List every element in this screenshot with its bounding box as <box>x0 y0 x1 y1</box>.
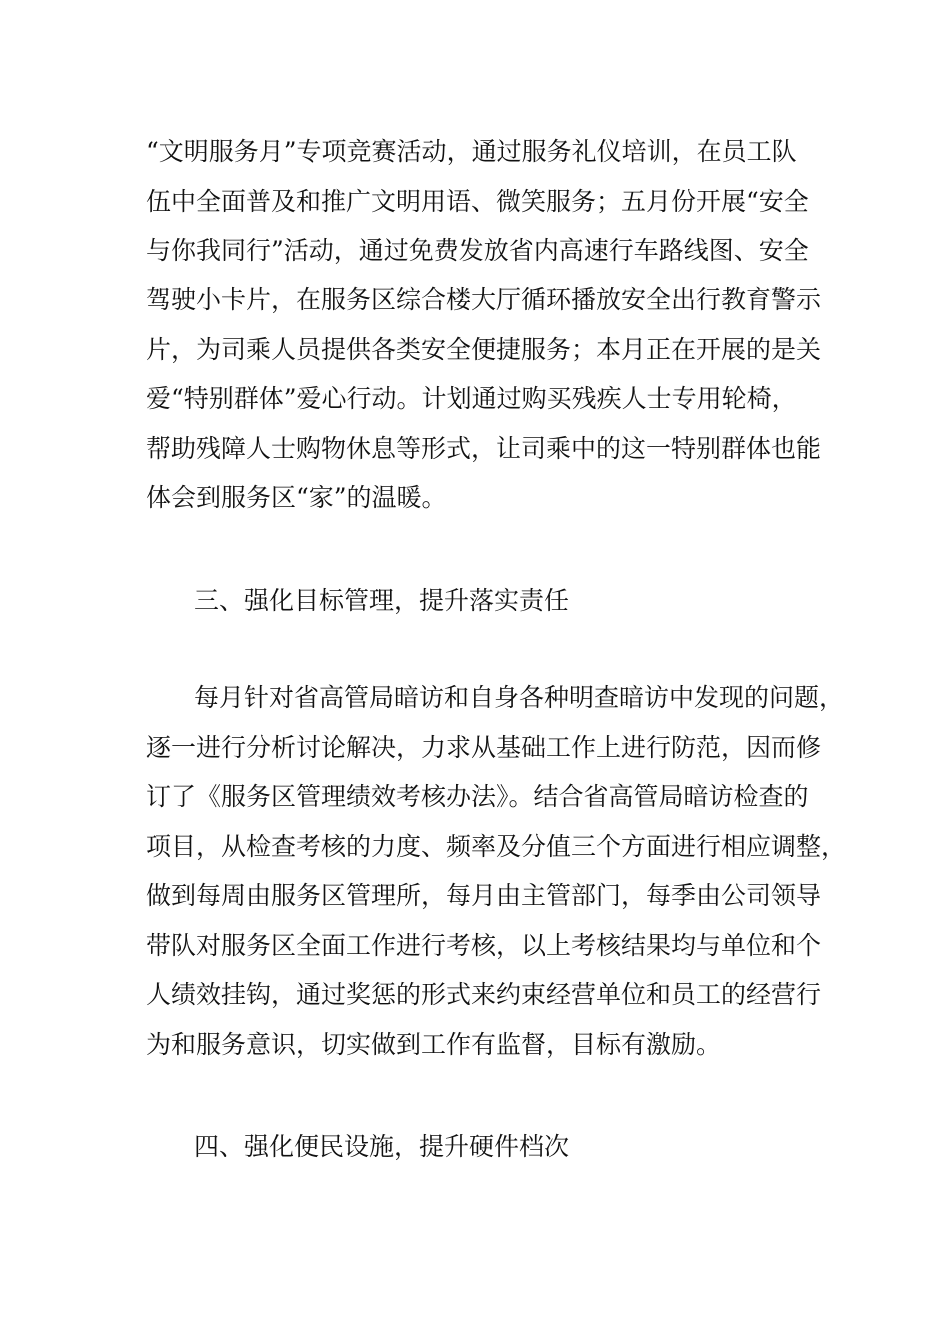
text-line: 做到每周由服务区管理所，每月由主管部门，每季由公司领导 <box>146 881 822 910</box>
text-line: 为和服务意识，切实做到工作有监督，目标有激励。 <box>146 1030 722 1059</box>
text-line: 驾驶小卡片，在服务区综合楼大厅循环播放安全出行教育警示 <box>146 285 822 314</box>
section-heading-3: 三、强化目标管理，提升落实责任 <box>194 586 570 615</box>
text-line: 片，为司乘人员提供各类安全便捷服务；本月正在开展的是关 <box>146 335 822 364</box>
text-line: 人绩效挂钩，通过奖惩的形式来约束经营单位和员工的经营行 <box>146 980 822 1009</box>
text-line: 与你我同行”活动，通过免费发放省内高速行车路线图、安全 <box>146 236 809 265</box>
text-line: “文明服务月”专项竞赛活动，通过服务礼仪培训，在员工队 <box>146 137 797 166</box>
text-line: 订了《服务区管理绩效考核办法》。结合省高管局暗访检查的 <box>146 782 809 811</box>
text-line: 体会到服务区“家”的温暖。 <box>146 483 447 512</box>
text-line: 项目，从检查考核的力度、频率及分值三个方面进行相应调整， <box>146 832 847 861</box>
text-line: 每月针对省高管局暗访和自身各种明查暗访中发现的问题， <box>194 683 845 712</box>
text-line: 爱“特别群体”爱心行动。计划通过购买残疾人士专用轮椅， <box>146 384 797 413</box>
text-line: 带队对服务区全面工作进行考核，以上考核结果均与单位和个 <box>146 931 822 960</box>
text-line: 帮助残障人士购物休息等形式，让司乘中的这一特别群体也能 <box>146 434 822 463</box>
text-line: 伍中全面普及和推广文明用语、微笑服务；五月份开展“安全 <box>146 187 809 216</box>
text-line: 逐一进行分析讨论解决，力求从基础工作上进行防范，因而修 <box>146 733 822 762</box>
section-heading-4: 四、强化便民设施，提升硬件档次 <box>194 1132 570 1161</box>
